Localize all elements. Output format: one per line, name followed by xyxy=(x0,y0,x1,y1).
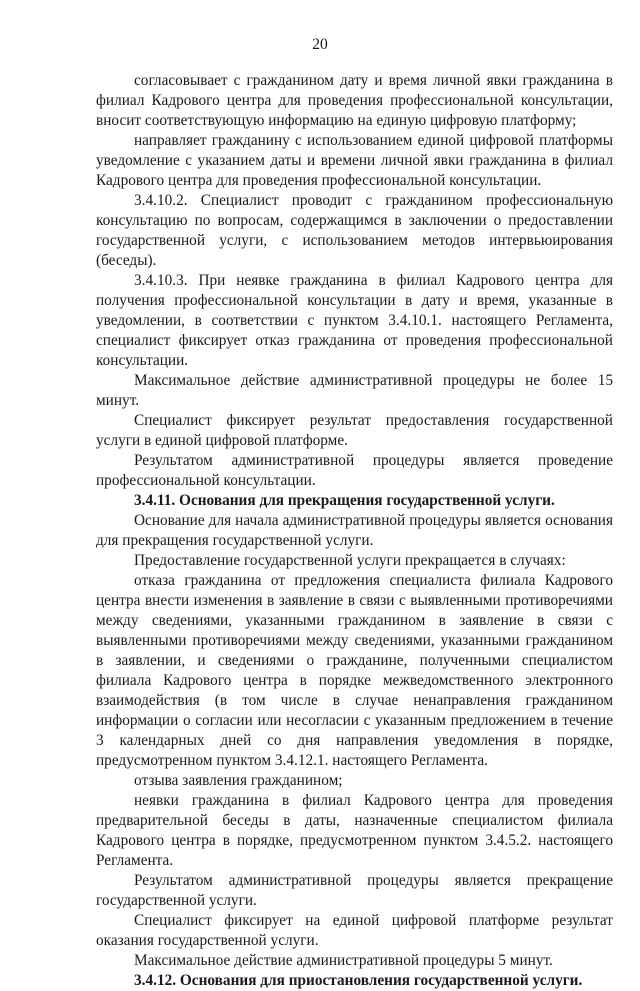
paragraph-result-termination: Результатом административной процедуры является прекращение государственной услуги. xyxy=(96,872,613,909)
page-number: 20 xyxy=(312,36,328,53)
paragraph-max-time-5: Максимальное действие административной процедуры 5 минут. xyxy=(134,952,553,969)
paragraph-agreement: согласовывает с гражданином дату и время личной явки гражданина в филиал Кадрового центра для проведения профессиональной консультации, вносит соответствующую информацию на единую цифровую платформу; xyxy=(96,72,613,129)
paragraph-3-4-10-2: 3.4.10.2. Специалист проводит с гражданином профессиональную консультацию по вопросам, содержащимся в заключении о предоставлении государственной услуги, с использованием методов интервьюирования (беседы). xyxy=(96,192,613,269)
paragraph-3-4-10-3: 3.4.10.3. При неявке гражданина в филиал Кадрового центра для получения профессиональной консультации в дату и время, указанные в уведомлении, в соответствии с пунктом 3.4.10.1. настоящего Регламента, специалист фиксирует отказ гражданина от проведения профессиональной консультации. xyxy=(96,272,613,369)
paragraph-notification: направляет гражданину с использованием единой цифровой платформы уведомление с указанием даты и времени личной явки гражданина в филиал Кадрового центра для проведения профессиональной консультации. xyxy=(96,132,613,189)
section-heading-3-4-12: 3.4.12. Основания для приостановления государственной услуги. xyxy=(134,972,583,989)
paragraph-result-consultation: Результатом административной процедуры является проведение профессиональной консультации. xyxy=(96,452,613,489)
paragraph-case-refusal: отказа гражданина от предложения специалиста филиала Кадрового центра внести изменения в заявление в связи с выявленными противоречиями между сведениями, указанными гражданином в заявление в связи с выявленными противоречиями между сведениями, указанными гражданином в заявлении, и сведениями о гражданине, полученными специалистом филиала Кадрового центра в порядке межведомственного электронного взаимодействия (в том числе в случае ненаправления гражданином информации о согласии или несогласии с указанным предложением в течение 3 календарных дней со дня направления уведомления в порядке, предусмотренном пунктом 3.4.12.1. настоящего Регламента. xyxy=(96,572,613,769)
paragraph-case-no-show: неявки гражданина в филиал Кадрового центра для проведения предварительной беседы в даты, назначенные специалистом филиала Кадрового центра в порядке, предусмотренном пунктом 3.4.5.2. настоящего Регламента. xyxy=(96,792,613,869)
paragraph-basis-termination: Основание для начала административной процедуры является основания для прекращения государственной услуги. xyxy=(96,512,613,549)
paragraph-result-recorded: Специалист фиксирует результат предоставления государственной услуги в единой цифровой платформе. xyxy=(96,412,613,449)
paragraph-case-withdrawal: отзыва заявления гражданином; xyxy=(134,772,343,789)
section-heading-3-4-11: 3.4.11. Основания для прекращения государственной услуги. xyxy=(134,492,555,509)
paragraph-termination-cases: Предоставление государственной услуги прекращается в случаях: xyxy=(134,552,566,569)
document-body xyxy=(96,71,613,991)
paragraph-max-time-15: Максимальное действие административной процедуры не более 15 минут. xyxy=(96,372,613,409)
paragraph-specialist-records: Специалист фиксирует на единой цифровой платформе результат оказания государственной услуги. xyxy=(96,912,613,949)
